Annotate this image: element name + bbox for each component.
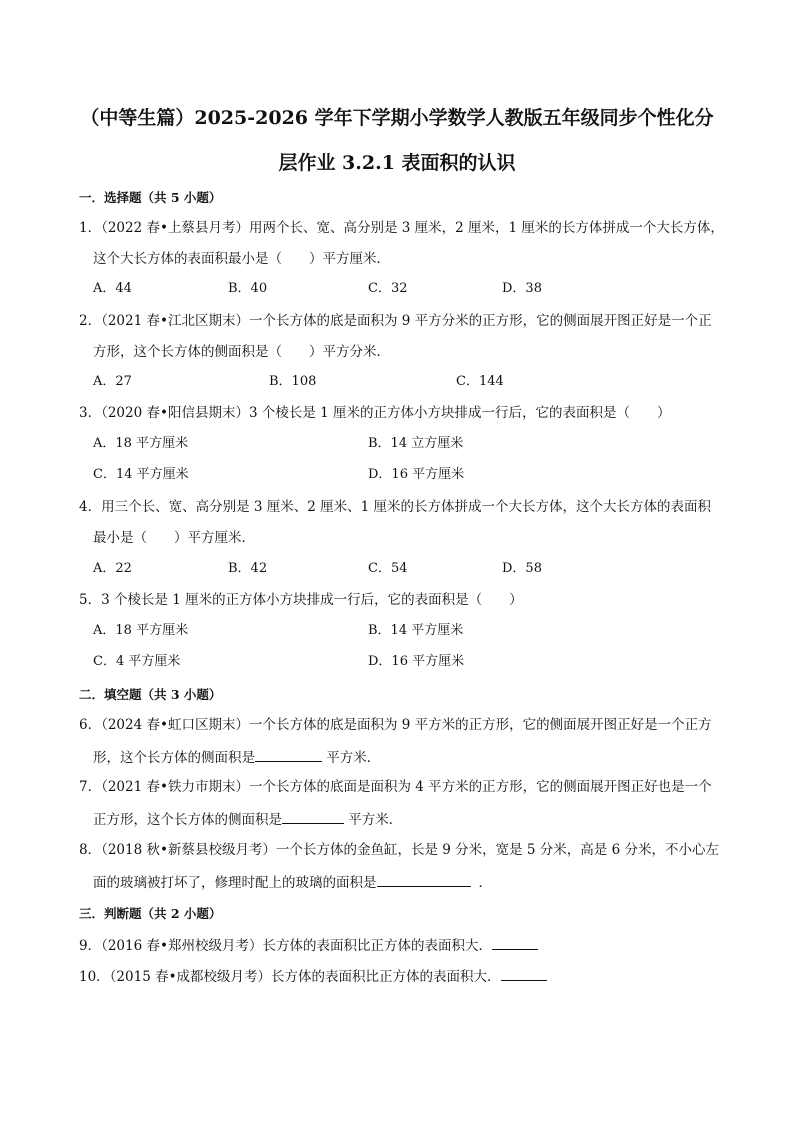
question-6-line1: 6．（2024 春•虹口区期末）一个长方体的底是面积为 9 平方米的正方形，它的侧面展开图正好是一个正方 [79,717,712,733]
question-7-text-b: 平方米． [344,812,403,828]
section-heading-choice: 一．选择题（共 5 小题） [79,190,222,205]
question-1-option-c: C．32 [368,281,408,296]
question-3-option-a: A．18 平方厘米 [93,436,189,451]
question-7-answer-blank[interactable] [282,809,344,824]
question-7-text-a: 正方形，这个长方体的侧面积是 [93,812,282,828]
question-8-text-b: ． [478,875,492,891]
question-6-answer-blank[interactable] [255,747,322,762]
question-8-line1: 8．（2018 秋•新蔡县校级月考）一个长方体的金鱼缸，长是 9 分米，宽是 5 分米，高是 6 分米，不小心左 [79,842,719,858]
question-2-option-b: B．108 [269,374,317,389]
question-10-line1 [79,966,547,986]
question-1-option-d: D．38 [502,281,542,296]
section-heading-fill: 二．填空题（共 3 小题） [79,687,222,702]
page-title-line1: （中等生篇）2025-2026 学年下学期小学数学人教版五年级同步个性化分 [80,107,714,129]
question-4-option-b: B．42 [228,561,268,576]
question-3-option-b: B．14 立方厘米 [368,436,464,451]
question-1-line2: 这个大长方体的表面积最小是（ ）平方厘米． [93,251,390,267]
question-5-line1: 5．3 个棱长是 1 厘米的正方体小方块排成一行后，它的表面积是（ ） [79,592,523,608]
question-6-text-b: 平方米． [322,750,381,766]
question-2-option-c: C．144 [456,374,504,389]
question-4-option-d: D．58 [502,561,542,576]
question-4-option-a: A．22 [93,561,132,576]
question-3-line1: 3．（2020 春•阳信县期末）3 个棱长是 1 厘米的正方体小方块排成一行后，它的表面积是（ ） [79,405,671,421]
question-8-answer-blank[interactable] [377,872,471,887]
question-9-text: 9．（2016 春•郑州校级月考）长方体的表面积比正方体的表面积大． [79,938,492,954]
question-5-option-b: B．14 平方厘米 [368,623,464,638]
question-4-option-c: C．54 [368,561,408,576]
question-10-text: 10．（2015 春•成都校级月考）长方体的表面积比正方体的表面积大． [79,969,501,985]
question-5-option-c: C．4 平方厘米 [93,654,181,669]
question-9-line1 [79,935,538,955]
question-2-line2: 方形，这个长方体的侧面积是（ ）平方分米． [93,344,390,360]
question-7-line1: 7．（2021 春•铁力市期末）一个长方体的底面是面积为 4 平方米的正方形，它的侧面展开图正好也是一个 [79,779,712,795]
question-7-line2 [93,809,402,829]
question-10-answer-blank[interactable] [501,966,547,981]
question-3-option-d: D．16 平方厘米 [368,467,465,482]
question-3-option-c: C．14 平方厘米 [93,467,189,482]
question-5-option-d: D．16 平方厘米 [368,654,465,669]
question-4-line2: 最小是（ ）平方厘米． [93,530,255,546]
question-1-line1: 1．（2022 春•上蔡县月考）用两个长、宽、高分别是 3 厘米，2 厘米，1 厘米的长方体拼成一个大长方体， [79,220,724,236]
question-4-line1: 4．用三个长、宽、高分别是 3 厘米、2 厘米、1 厘米的长方体拼成一个大长方体，这个大长方体的表面积 [79,499,712,515]
question-1-option-b: B．40 [228,281,268,296]
question-8-text-a: 面的玻璃被打坏了，修理时配上的玻璃的面积是 [93,875,377,891]
question-5-option-a: A．18 平方厘米 [93,623,189,638]
question-8-line2 [93,872,492,892]
question-6-text-a: 形，这个长方体的侧面积是 [93,750,255,766]
question-1-option-a: A．44 [93,281,132,296]
question-2-line1: 2．（2021 春•江北区期末）一个长方体的底是面积为 9 平方分米的正方形，它的侧面展开图正好是一个正 [79,313,712,329]
question-9-answer-blank[interactable] [492,935,538,950]
page-title-line2: 层作业 3.2.1 表面积的认识 [278,152,516,174]
question-6-line2 [93,747,380,767]
section-heading-judge: 三．判断题（共 2 小题） [79,906,222,921]
question-2-option-a: A．27 [93,374,132,389]
